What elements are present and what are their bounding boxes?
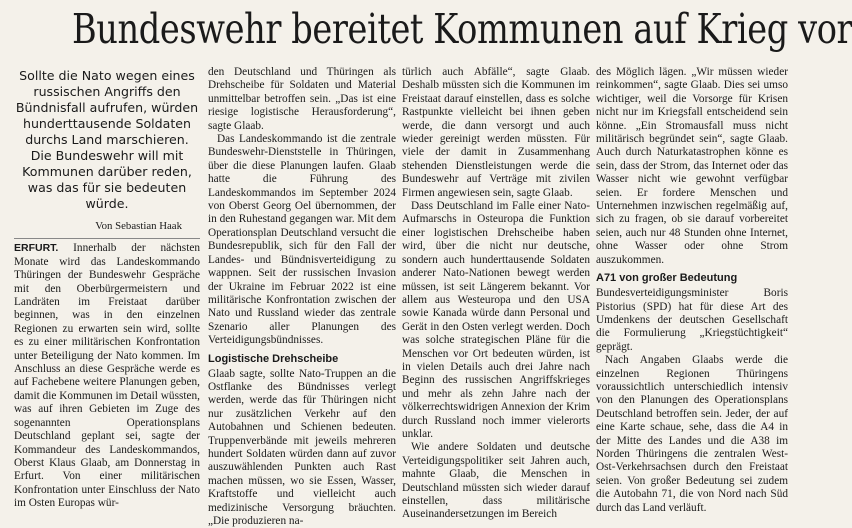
subheading: A71 von großer Bedeutung (596, 272, 738, 285)
body-paragraph: Bundesverteidigungsminister Boris Pistorius (SPD) hat für diese Art des Umdenkens der deutschen Gesellschaft die Formulierung „Kriegstüchtigkeit“ geprägt. (596, 287, 788, 353)
body-paragraph: des Möglich lägen. „Wir müssen wieder reinkommen“, sagte Glaab. Dies sei umso wichtiger, weil die Vorsorge für Krisen nicht nur im Kriegsfall entscheidend sein könne. „Ein Stromausfall muss nicht militärisch begründet sein“, sagte Glaab. Auch durch Naturkatastrophen könne es sein, dass der Strom, das Internet oder das Wasser nicht wie gewohnt verfügbar seien. Er fordere Menschen und Unternehmen inzwischen regelmäßig auf, sich zu fragen, ob sie darauf vorbereitet seien, auch nur 48 Stunden ohne Internet, ohne Wasser oder ohne Strom auszukommen. (596, 66, 788, 266)
divider (14, 238, 200, 239)
byline: Von Sebastian Haak (95, 220, 182, 232)
body-paragraph: türlich auch Abfälle“, sagte Glaab. Deshalb müssten sich die Kommunen im Freistaat darauf einstellen, dass es solche Rastpunkte vielleicht bei ihnen geben werde, die dann versorgt und auch wieder gereinigt werden müssten. Für viele der damit in Zusammenhang stehenden Dienstleistungen werde die Bundeswehr auf Verträge mit zivilen Firmen angewiesen sein, sagte Glaab. (402, 66, 590, 199)
headline: Bundeswehr bereitet Kommunen auf Krieg vor (72, 5, 852, 53)
lead-paragraph: Sollte die Nato wegen eines russischen Angriffs den Bündnisfall aufrufen, würden hunderttausende Soldaten durchs Land marschieren. Die Bundeswehr will mit Kommunen darüber reden, was das für sie bedeuten würde. (15, 68, 199, 211)
body-paragraph: den Deutschland und Thüringen als Drehscheibe für Soldaten und Material unmittelbar betroffen sein. „Das ist eine riesige logistische Herausforderung“, sagte Glaab. (208, 66, 396, 132)
subheading: Logistische Drehscheibe (208, 352, 339, 365)
column-3 (402, 66, 590, 521)
column-1 (14, 66, 200, 510)
body-paragraph: Das Landeskommando ist die zentrale Bundeswehr-Dienststelle in Thüringen, über die diese Planungen laufen. Glaab hatte die Führung des Landeskommandos im September 2024 von Oberst Georg Oel übernommen, der in den Ruhestand gegangen war. Mit dem Operationsplan Deutschland versucht die Bundesrepublik, sich für den Fall der Landes- und Bündnisverteidigung zu wappnen. Seit der russischen Invasion der Ukraine im Februar 2022 ist eine militärische Konfrontation zwischen der Nato und Russland wieder das zentrale Szenario aller Planungen des Verteidigungsbündnisses. (208, 133, 396, 347)
column-2 (208, 66, 396, 527)
body-paragraph: Nach Angaben Glaabs werde die einzelnen Regionen Thüringens voraussichtlich unterschiedlich intensiv von den Planungen des Operationsplans Deutschland betroffen sein. Jeder, der auf eine Karte schaue, sehe, dass die A4 in der Mitte des Landes und die A38 im Norden Thüringens die zentralen West-Ost-Verkehrsachsen durch den Freistaat seien. Von großer Bedeutung sei zudem die Autobahn 71, die von Nord nach Süd durch das Land verläuft. (596, 354, 788, 514)
body-text: Innerhalb der nächsten Monate wird das Landeskommando Thüringen der Bundeswehr Gespräche mit den Oberbürgermeistern und Landräten im Freistaat darüber beginnen, was in den einzelnen Regionen zu erwarten sein wird, sollte es zu einer militärischen Konfrontation unter Beteiligung der Nato kommen. Im Anschluss an diese Gespräche werde es auf Fachebene weitere Planungen geben, damit die Kommunen im Detail wüssten, was auf ihren Gebieten im Zuge des sogenannten Operationsplans Deutschland geplant sei, sagte der Kommandeur des Landeskommandos, Oberst Klaus Glaab, am Donnerstag in Erfurt. Von einer militärischen Konfrontation unter Einschluss der Nato im Osten Europas wür- (14, 242, 200, 510)
body-paragraph (14, 242, 200, 510)
dateline: ERFURT. (14, 242, 59, 255)
body-paragraph: Dass Deutschland im Falle einer Nato-Aufmarschs in Osteuropa die Funktion einer logistischen Drehscheibe haben wird, über die nicht nur deutsche, sondern auch hunderttausende Soldaten anderer Nato-Nationen bewegt werden müssen, ist seit Längerem bekannt. Vor allem aus Westeuropa und den USA sowie Kanada würde dann Personal und Gerät in den Osten verlegt werden. Doch was solche strategischen Pläne für die Menschen vor Ort bedeuten würden, ist in vielen Details auch drei Jahre nach Beginn des russischen Angriffskrieges und mehr als zehn Jahre nach der völkerrechtswidrigen Annexion der Krim durch Russland noch immer vielerorts unklar. (402, 200, 590, 440)
body-paragraph: Wie andere Soldaten und deutsche Verteidigungspolitiker seit Jahren auch, mahnte Glaab, die Menschen in Deutschland müssten sich wieder darauf einstellen, dass militärische Auseinandersetzungen im Bereich (402, 441, 590, 521)
body-paragraph: Glaab sagte, sollte Nato-Truppen an die Ostflanke des Bündnisses verlegt werden, werde das für Thüringen nicht nur zusätzlichen Verkehr auf den Autobahnen und Schienen bedeuten. Truppenverbände mit jeweils mehreren hundert Soldaten würden dann auf zuvor auszuwählenden Punkten auch Rast machen müssen, wo sie Essen, Wasser, Kraftstoffe und vielleicht auch medizinische Versorgung bräuchten. „Die produzieren na- (208, 367, 396, 527)
column-4 (596, 66, 788, 514)
